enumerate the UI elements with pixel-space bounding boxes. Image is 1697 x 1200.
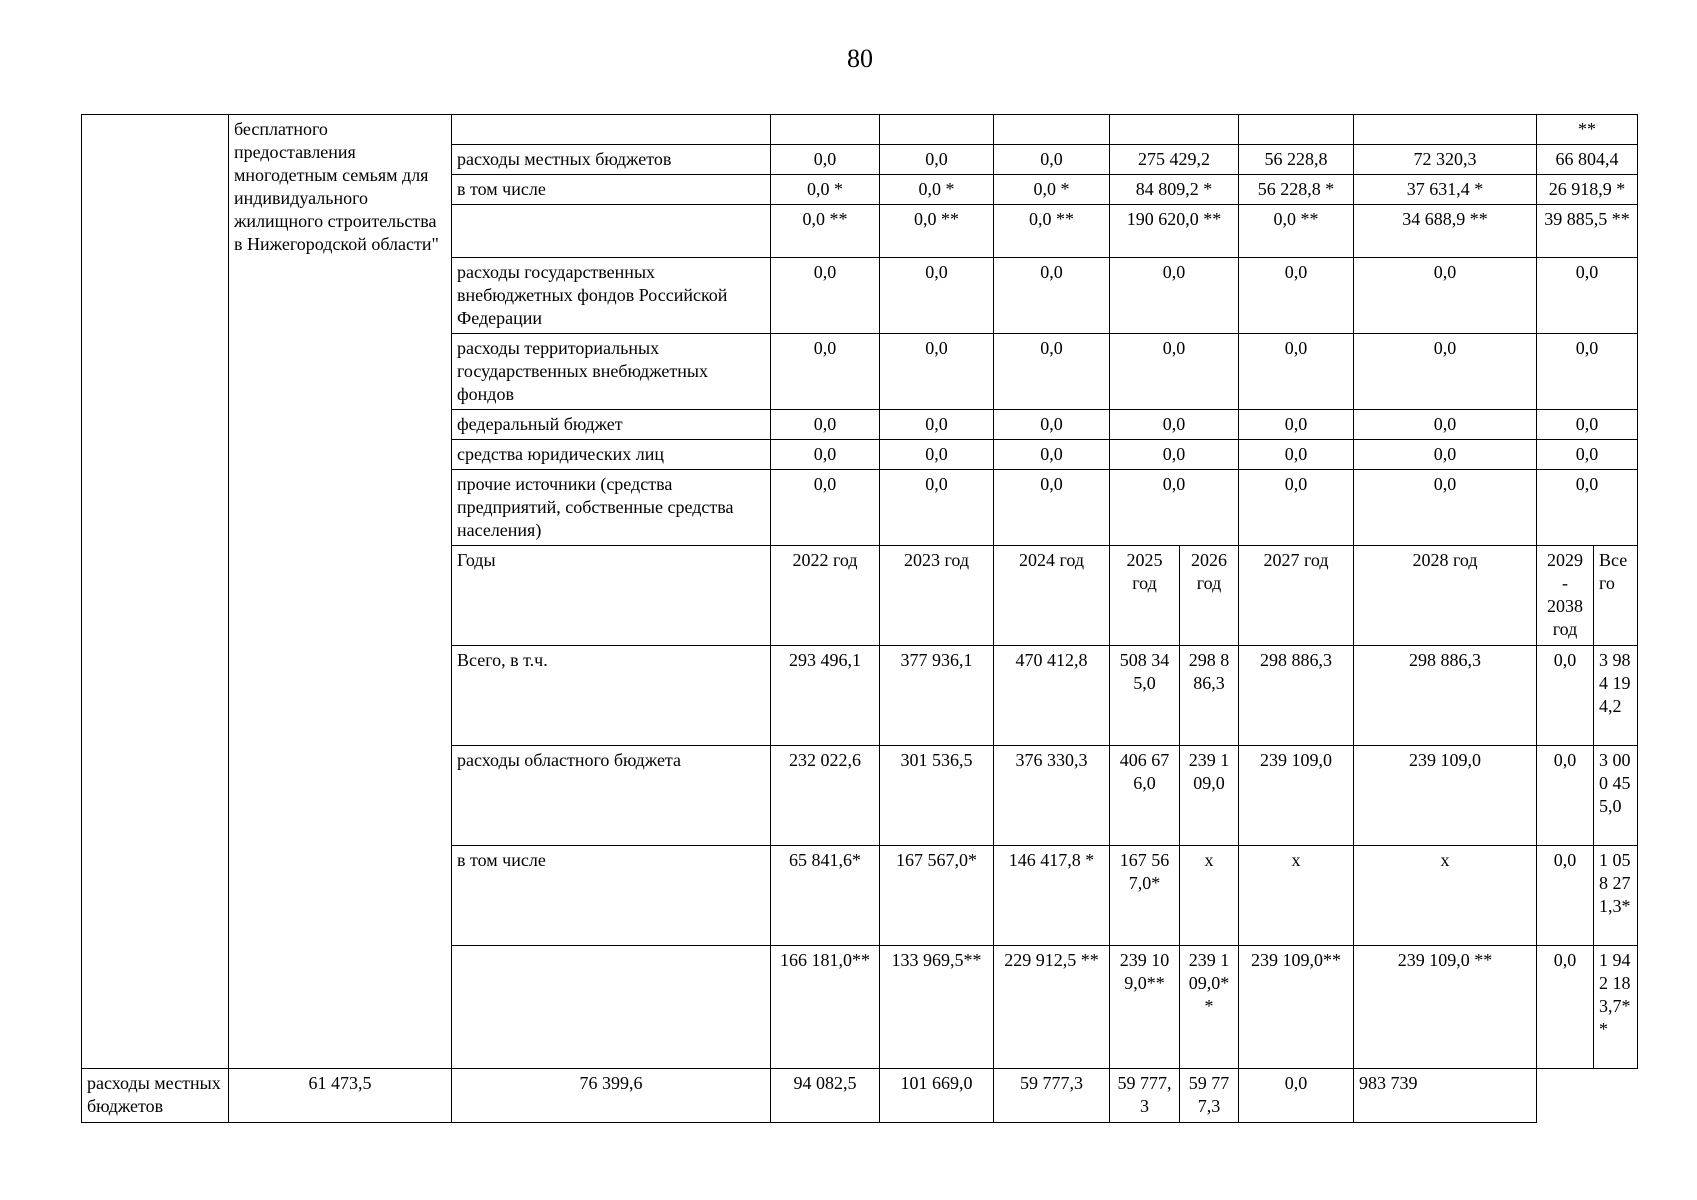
table-cell: 229 912,5 **: [994, 946, 1110, 1069]
table-cell: 101 669,0: [880, 1069, 994, 1123]
table-cell: [1110, 115, 1239, 145]
table-cell: 59 777,3: [994, 1069, 1110, 1123]
table-cell: 2025 год: [1110, 546, 1180, 646]
table-cell: 0,0: [994, 470, 1110, 546]
table-cell: расходы государственных внебюджетных фондов Российской Федерации: [452, 258, 771, 334]
table-cell: х: [1180, 846, 1239, 946]
table-cell: 0,0: [1537, 746, 1594, 846]
table-cell: 0,0: [1537, 334, 1638, 410]
table-cell: 37 631,4 *: [1354, 175, 1537, 205]
table-cell: [994, 115, 1110, 145]
table-cell: 0,0 *: [994, 175, 1110, 205]
table-cell: 2027 год: [1239, 546, 1354, 646]
table-cell: 0,0: [880, 334, 994, 410]
table-cell: 0,0 *: [880, 175, 994, 205]
table-cell: 0,0: [771, 410, 880, 440]
table-cell: 56 228,8: [1239, 145, 1354, 175]
table-cell: 133 969,5**: [880, 946, 994, 1069]
table-cell: 0,0: [1537, 470, 1638, 546]
table-cell: Всего: [1594, 546, 1638, 646]
table-cell: 377 936,1: [880, 646, 994, 746]
table-cell: [771, 115, 880, 145]
table-cell: 232 022,6: [771, 746, 880, 846]
table-cell: 0,0: [994, 410, 1110, 440]
table-cell: 239 109,0: [1354, 746, 1537, 846]
table-cell: 0,0: [1110, 410, 1239, 440]
table-cell: 76 399,6: [452, 1069, 771, 1123]
table-cell: 239 109,0**: [1239, 946, 1354, 1069]
table-cell: 239 109,0 **: [1354, 946, 1537, 1069]
table-cell: 0,0: [1110, 334, 1239, 410]
table-cell: 146 417,8 *: [994, 846, 1110, 946]
table-row: [82, 115, 1638, 145]
table-cell: 1 058 271,3*: [1594, 846, 1638, 946]
table-cell: 0,0: [1537, 946, 1594, 1069]
table-cell: в том числе: [452, 846, 771, 946]
table-cell: 0,0: [771, 440, 880, 470]
table-cell: 1 942 183,7**: [1594, 946, 1638, 1069]
table-cell: 239 109,0**: [1110, 946, 1180, 1069]
table-cell: 166 181,0**: [771, 946, 880, 1069]
table-cell: х: [1354, 846, 1537, 946]
table-cell: 66 804,4: [1537, 145, 1638, 175]
table-cell: 94 082,5: [771, 1069, 880, 1123]
table-cell: 275 429,2: [1110, 145, 1239, 175]
table-cell: 2023 год: [880, 546, 994, 646]
table-cell: 0,0: [994, 258, 1110, 334]
table-cell: 0,0: [1354, 470, 1537, 546]
table-cell: 0,0: [1239, 258, 1354, 334]
table-cell: 0,0: [880, 440, 994, 470]
table-cell: 72 320,3: [1354, 145, 1537, 175]
table-cell: 0,0: [1537, 440, 1638, 470]
table-cell: расходы местных бюджетов: [452, 145, 771, 175]
table-cell: 0,0: [771, 258, 880, 334]
table-cell: 3 000 455,0: [1594, 746, 1638, 846]
table-cell: 0,0: [1354, 410, 1537, 440]
page-number: 80: [847, 44, 873, 73]
table-cell: 239 109,0: [1239, 746, 1354, 846]
table-cell: [1239, 115, 1354, 145]
table-cell: 2028 год: [1354, 546, 1537, 646]
table-cell: [880, 115, 994, 145]
table-cell: 56 228,8 *: [1239, 175, 1354, 205]
table-cell: 0,0: [1110, 258, 1239, 334]
table-cell: Годы: [452, 546, 771, 646]
table-cell: 0,0: [994, 440, 1110, 470]
table-cell: расходы местных бюджетов: [82, 1069, 229, 1123]
table-cell: 39 885,5 **: [1537, 205, 1638, 258]
table-cell: 239 109,0: [1180, 746, 1239, 846]
table-cell: 26 918,9 *: [1537, 175, 1638, 205]
budget-table: [81, 114, 1638, 1123]
table-cell: 0,0: [771, 470, 880, 546]
table-cell: 298 886,3: [1354, 646, 1537, 746]
table-cell: 0,0: [880, 145, 994, 175]
table-cell: 0,0 **: [994, 205, 1110, 258]
table-cell: 2022 год: [771, 546, 880, 646]
table-cell: 61 473,5: [229, 1069, 452, 1123]
table-cell: 0,0: [1537, 410, 1638, 440]
table-cell: 0,0 **: [1239, 205, 1354, 258]
table-cell: 983 739: [1354, 1069, 1537, 1123]
empty-number-column: [82, 115, 229, 1069]
table-cell: 0,0: [880, 470, 994, 546]
table-cell: 0,0 **: [880, 205, 994, 258]
table-cell: 190 620,0 **: [1110, 205, 1239, 258]
table-cell: 2029 - 2038 год: [1537, 546, 1594, 646]
table-cell: [452, 205, 771, 258]
table-row: [82, 1069, 1638, 1123]
table-cell: [452, 946, 771, 1069]
table-cell: прочие источники (средства предприятий, собственные средства населения): [452, 470, 771, 546]
table-cell: федеральный бюджет: [452, 410, 771, 440]
table-cell: 0,0: [1537, 258, 1638, 334]
table-cell: Всего, в т.ч.: [452, 646, 771, 746]
table-cell: 0,0: [1354, 440, 1537, 470]
table-cell: 0,0: [880, 258, 994, 334]
table-cell: 59 777,3: [1180, 1069, 1239, 1123]
table-cell: 0,0 **: [771, 205, 880, 258]
table-cell: расходы территориальных государственных внебюджетных фондов: [452, 334, 771, 410]
table-cell: 84 809,2 *: [1110, 175, 1239, 205]
table-cell: 0,0 *: [771, 175, 880, 205]
table-cell: 301 536,5: [880, 746, 994, 846]
table-cell: 65 841,6*: [771, 846, 880, 946]
table-cell: 0,0: [1239, 334, 1354, 410]
program-name-cell: бесплатного предоставления многодетным семьям для индивидуального жилищного строительства в Нижегородской области": [229, 115, 452, 1069]
table-cell: 0,0: [1239, 440, 1354, 470]
table-cell: 0,0: [1239, 410, 1354, 440]
table-cell: [452, 115, 771, 145]
table-cell: 508 345,0: [1110, 646, 1180, 746]
table-cell: в том числе: [452, 175, 771, 205]
table-cell: 0,0: [771, 145, 880, 175]
table-cell: 0,0: [1537, 846, 1594, 946]
table-cell: х: [1239, 846, 1354, 946]
table-cell: 470 412,8: [994, 646, 1110, 746]
table-cell: 298 886,3: [1239, 646, 1354, 746]
table-cell: 0,0: [1239, 1069, 1354, 1123]
table-cell: **: [1537, 115, 1638, 145]
table-cell: 3 984 194,2: [1594, 646, 1638, 746]
table-cell: 167 567,0*: [1110, 846, 1180, 946]
table-cell: 0,0: [994, 334, 1110, 410]
table-cell: 167 567,0*: [880, 846, 994, 946]
table-cell: 293 496,1: [771, 646, 880, 746]
table-cell: 2026 год: [1180, 546, 1239, 646]
table-cell: 0,0: [994, 145, 1110, 175]
table-cell: 239 109,0**: [1180, 946, 1239, 1069]
table-cell: 2024 год: [994, 546, 1110, 646]
table-cell: 0,0: [1354, 334, 1537, 410]
table-cell: 298 886,3: [1180, 646, 1239, 746]
table-cell: 376 330,3: [994, 746, 1110, 846]
table-cell: 34 688,9 **: [1354, 205, 1537, 258]
table-cell: 406 676,0: [1110, 746, 1180, 846]
table-cell: 0,0: [1354, 258, 1537, 334]
table-cell: 0,0: [771, 334, 880, 410]
table-cell: 0,0: [1537, 646, 1594, 746]
table-cell: 0,0: [1110, 470, 1239, 546]
table-cell: 0,0: [1110, 440, 1239, 470]
table-cell: 59 777,3: [1110, 1069, 1180, 1123]
table-cell: 0,0: [880, 410, 994, 440]
table-cell: 0,0: [1239, 470, 1354, 546]
table-cell: расходы областного бюджета: [452, 746, 771, 846]
table-cell: средства юридических лиц: [452, 440, 771, 470]
table-cell: [1354, 115, 1537, 145]
